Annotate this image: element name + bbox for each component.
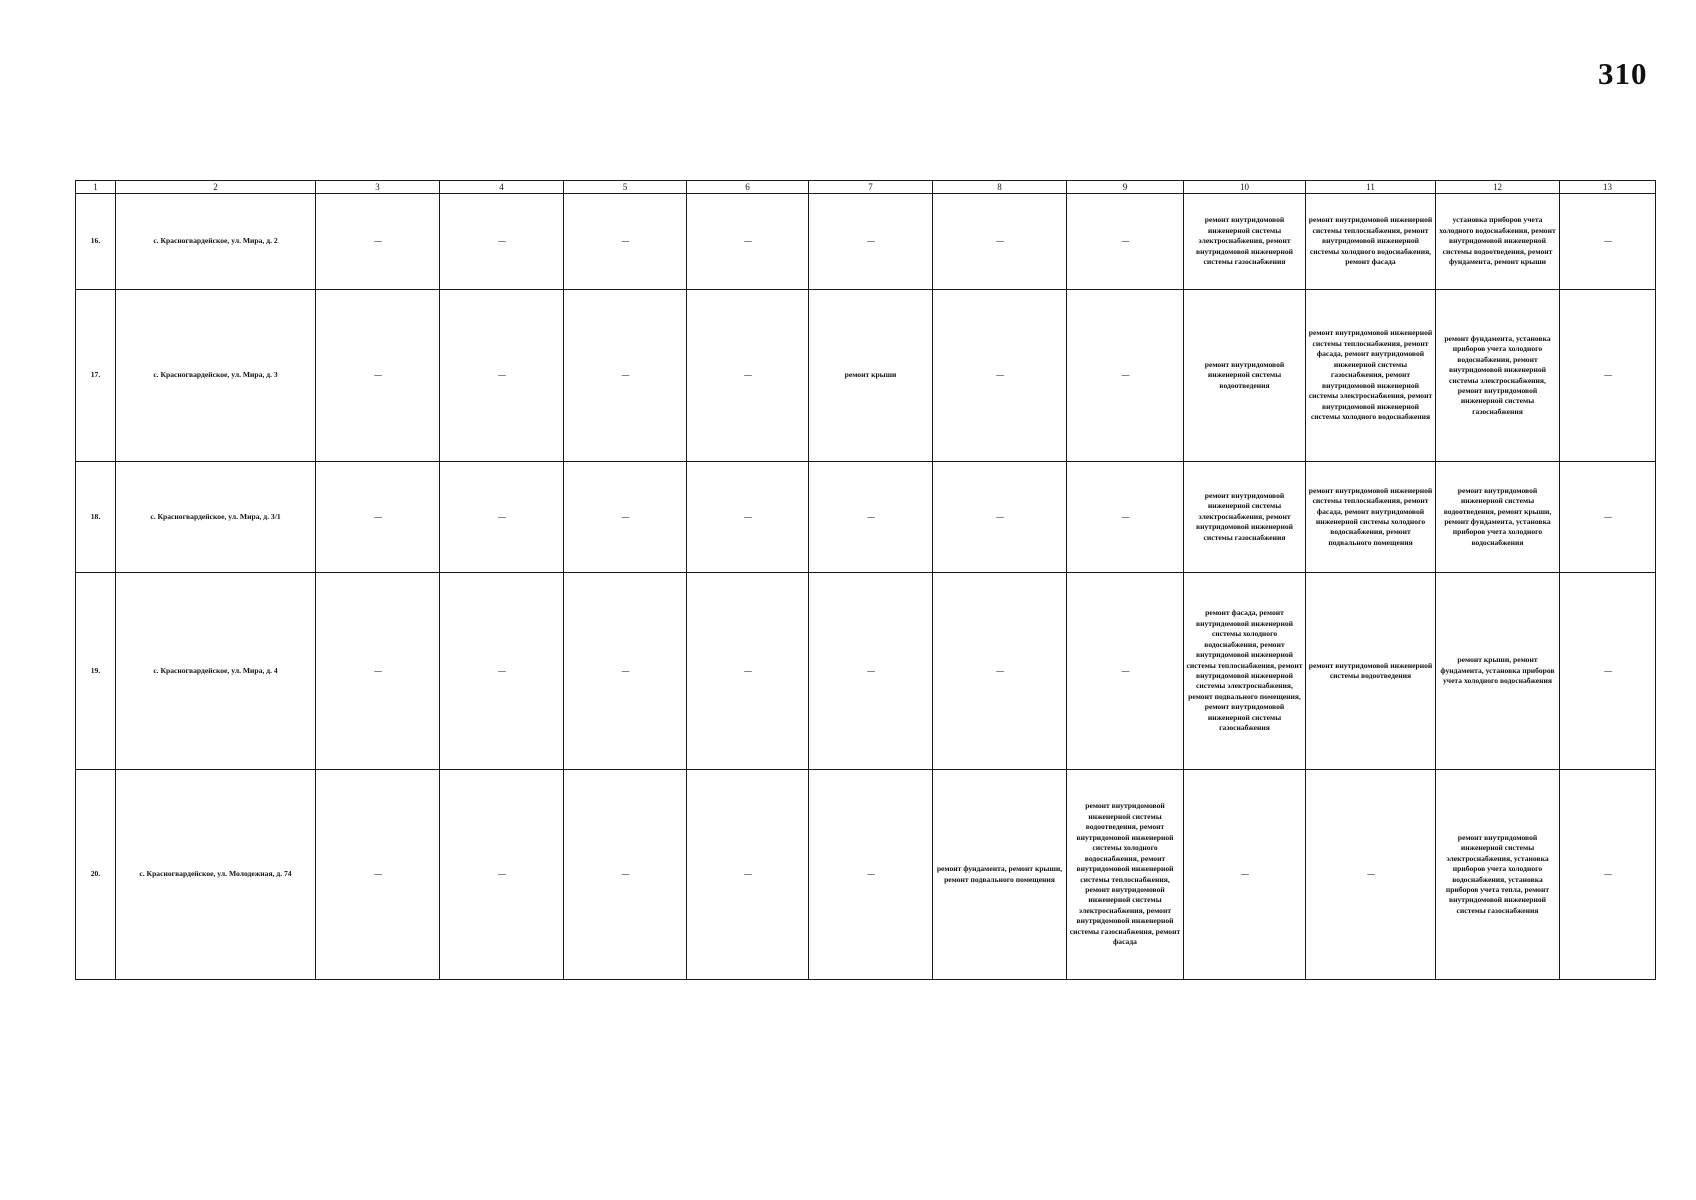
cell-col13: —	[1560, 194, 1656, 290]
cell-col3: —	[316, 573, 440, 770]
column-header: 5	[564, 181, 687, 194]
cell-col13: —	[1560, 770, 1656, 980]
cell-col10: ремонт внутридомовой инженерной системы водоотведения	[1184, 290, 1306, 462]
cell-col9: ремонт внутридомовой инженерной системы водоотведения, ремонт внутридомовой инженерной системы холодного водоснабжения, ремонт внутридомовой инженерной системы теплоснабжения, ремонт внутридомовой инженерной системы электроснабжения, ремонт внутридомовой инженерной системы газоснабжения, ремонт фасада	[1067, 770, 1184, 980]
cell-col13: —	[1560, 290, 1656, 462]
cell-col9: —	[1067, 194, 1184, 290]
cell-col7: —	[809, 573, 933, 770]
cell-col12: ремонт внутридомовой инженерной системы водоотведения, ремонт крыши, ремонт фундамента, установка приборов учета холодного водоснабжения	[1436, 462, 1560, 573]
row-number: 17.	[76, 290, 116, 462]
cell-col8: —	[933, 573, 1067, 770]
cell-col3: —	[316, 194, 440, 290]
cell-col13: —	[1560, 573, 1656, 770]
cell-col10: ремонт внутридомовой инженерной системы электроснабжения, ремонт внутридомовой инженерной системы газоснабжения	[1184, 194, 1306, 290]
cell-col7: —	[809, 462, 933, 573]
cell-col9: —	[1067, 573, 1184, 770]
cell-col10: ремонт внутридомовой инженерной системы электроснабжения, ремонт внутридомовой инженерной системы газоснабжения	[1184, 462, 1306, 573]
table-row	[76, 770, 1656, 980]
cell-col12: ремонт фундамента, установка приборов учета холодного водоснабжения, ремонт внутридомовой инженерной системы электроснабжения, ремонт внутридомовой инженерной системы газоснабжения	[1436, 290, 1560, 462]
column-number-row	[76, 181, 1656, 194]
column-header: 13	[1560, 181, 1656, 194]
table-row	[76, 194, 1656, 290]
cell-col11: —	[1306, 770, 1436, 980]
row-number: 16.	[76, 194, 116, 290]
page-number: 310	[1598, 56, 1648, 91]
cell-col6: —	[687, 573, 809, 770]
cell-col7: ремонт крыши	[809, 290, 933, 462]
cell-col6: —	[687, 194, 809, 290]
cell-col7: —	[809, 770, 933, 980]
address-cell: с. Красногвардейское, ул. Мира, д. 3	[116, 290, 316, 462]
cell-col11: ремонт внутридомовой инженерной системы теплоснабжения, ремонт фасада, ремонт внутридомовой инженерной системы газоснабжения, ремонт внутридомовой инженерной системы электроснабжения, ремонт внутридомовой инженерной системы холодного водоснабжения	[1306, 290, 1436, 462]
cell-col9: —	[1067, 290, 1184, 462]
cell-col4: —	[440, 462, 564, 573]
column-header: 11	[1306, 181, 1436, 194]
cell-col4: —	[440, 770, 564, 980]
cell-col4: —	[440, 290, 564, 462]
cell-col10: —	[1184, 770, 1306, 980]
column-header: 7	[809, 181, 933, 194]
cell-col3: —	[316, 290, 440, 462]
cell-col5: —	[564, 194, 687, 290]
cell-col6: —	[687, 770, 809, 980]
cell-col13: —	[1560, 462, 1656, 573]
cell-col4: —	[440, 573, 564, 770]
address-cell: с. Красногвардейское, ул. Молодежная, д. 74	[116, 770, 316, 980]
capital-repair-table	[75, 180, 1656, 980]
cell-col11: ремонт внутридомовой инженерной системы теплоснабжения, ремонт фасада, ремонт внутридомовой инженерной системы холодного водоснабжения, ремонт подвального помещения	[1306, 462, 1436, 573]
cell-col12: ремонт крыши, ремонт фундамента, установка приборов учета холодного водоснабжения	[1436, 573, 1560, 770]
cell-col12: установка приборов учета холодного водоснабжения, ремонт внутридомовой инженерной системы водоотведения, ремонт фундамента, ремонт крыши	[1436, 194, 1560, 290]
column-header: 8	[933, 181, 1067, 194]
cell-col11: ремонт внутридомовой инженерной системы теплоснабжения, ремонт внутридомовой инженерной системы холодного водоснабжения, ремонт фасада	[1306, 194, 1436, 290]
cell-col5: —	[564, 462, 687, 573]
table-row	[76, 462, 1656, 573]
column-header: 3	[316, 181, 440, 194]
column-header: 6	[687, 181, 809, 194]
address-cell: с. Красногвардейское, ул. Мира, д. 3/1	[116, 462, 316, 573]
cell-col8: —	[933, 194, 1067, 290]
cell-col8: —	[933, 290, 1067, 462]
column-header: 9	[1067, 181, 1184, 194]
row-number: 19.	[76, 573, 116, 770]
row-number: 18.	[76, 462, 116, 573]
column-header: 12	[1436, 181, 1560, 194]
table-row	[76, 573, 1656, 770]
cell-col9: —	[1067, 462, 1184, 573]
cell-col5: —	[564, 770, 687, 980]
cell-col6: —	[687, 462, 809, 573]
cell-col5: —	[564, 573, 687, 770]
address-cell: с. Красногвардейское, ул. Мира, д. 4	[116, 573, 316, 770]
cell-col8: —	[933, 462, 1067, 573]
cell-col7: —	[809, 194, 933, 290]
cell-col5: —	[564, 290, 687, 462]
table-row	[76, 290, 1656, 462]
cell-col10: ремонт фасада, ремонт внутридомовой инженерной системы холодного водоснабжения, ремонт внутридомовой инженерной системы теплоснабжения, ремонт внутридомовой инженерной системы электроснабжения, ремонт подвального помещения, ремонт внутридомовой инженерной системы газоснабжения	[1184, 573, 1306, 770]
cell-col3: —	[316, 462, 440, 573]
column-header: 1	[76, 181, 116, 194]
column-header: 10	[1184, 181, 1306, 194]
column-header: 2	[116, 181, 316, 194]
cell-col8: ремонт фундамента, ремонт крыши, ремонт подвального помещения	[933, 770, 1067, 980]
cell-col4: —	[440, 194, 564, 290]
cell-col12: ремонт внутридомовой инженерной системы электроснабжения, установка приборов учета холодного водоснабжения, установка приборов учета тепла, ремонт внутридомовой инженерной системы газоснабжения	[1436, 770, 1560, 980]
cell-col6: —	[687, 290, 809, 462]
row-number: 20.	[76, 770, 116, 980]
column-header: 4	[440, 181, 564, 194]
address-cell: с. Красногвардейское, ул. Мира, д. 2	[116, 194, 316, 290]
cell-col3: —	[316, 770, 440, 980]
cell-col11: ремонт внутридомовой инженерной системы водоотведения	[1306, 573, 1436, 770]
